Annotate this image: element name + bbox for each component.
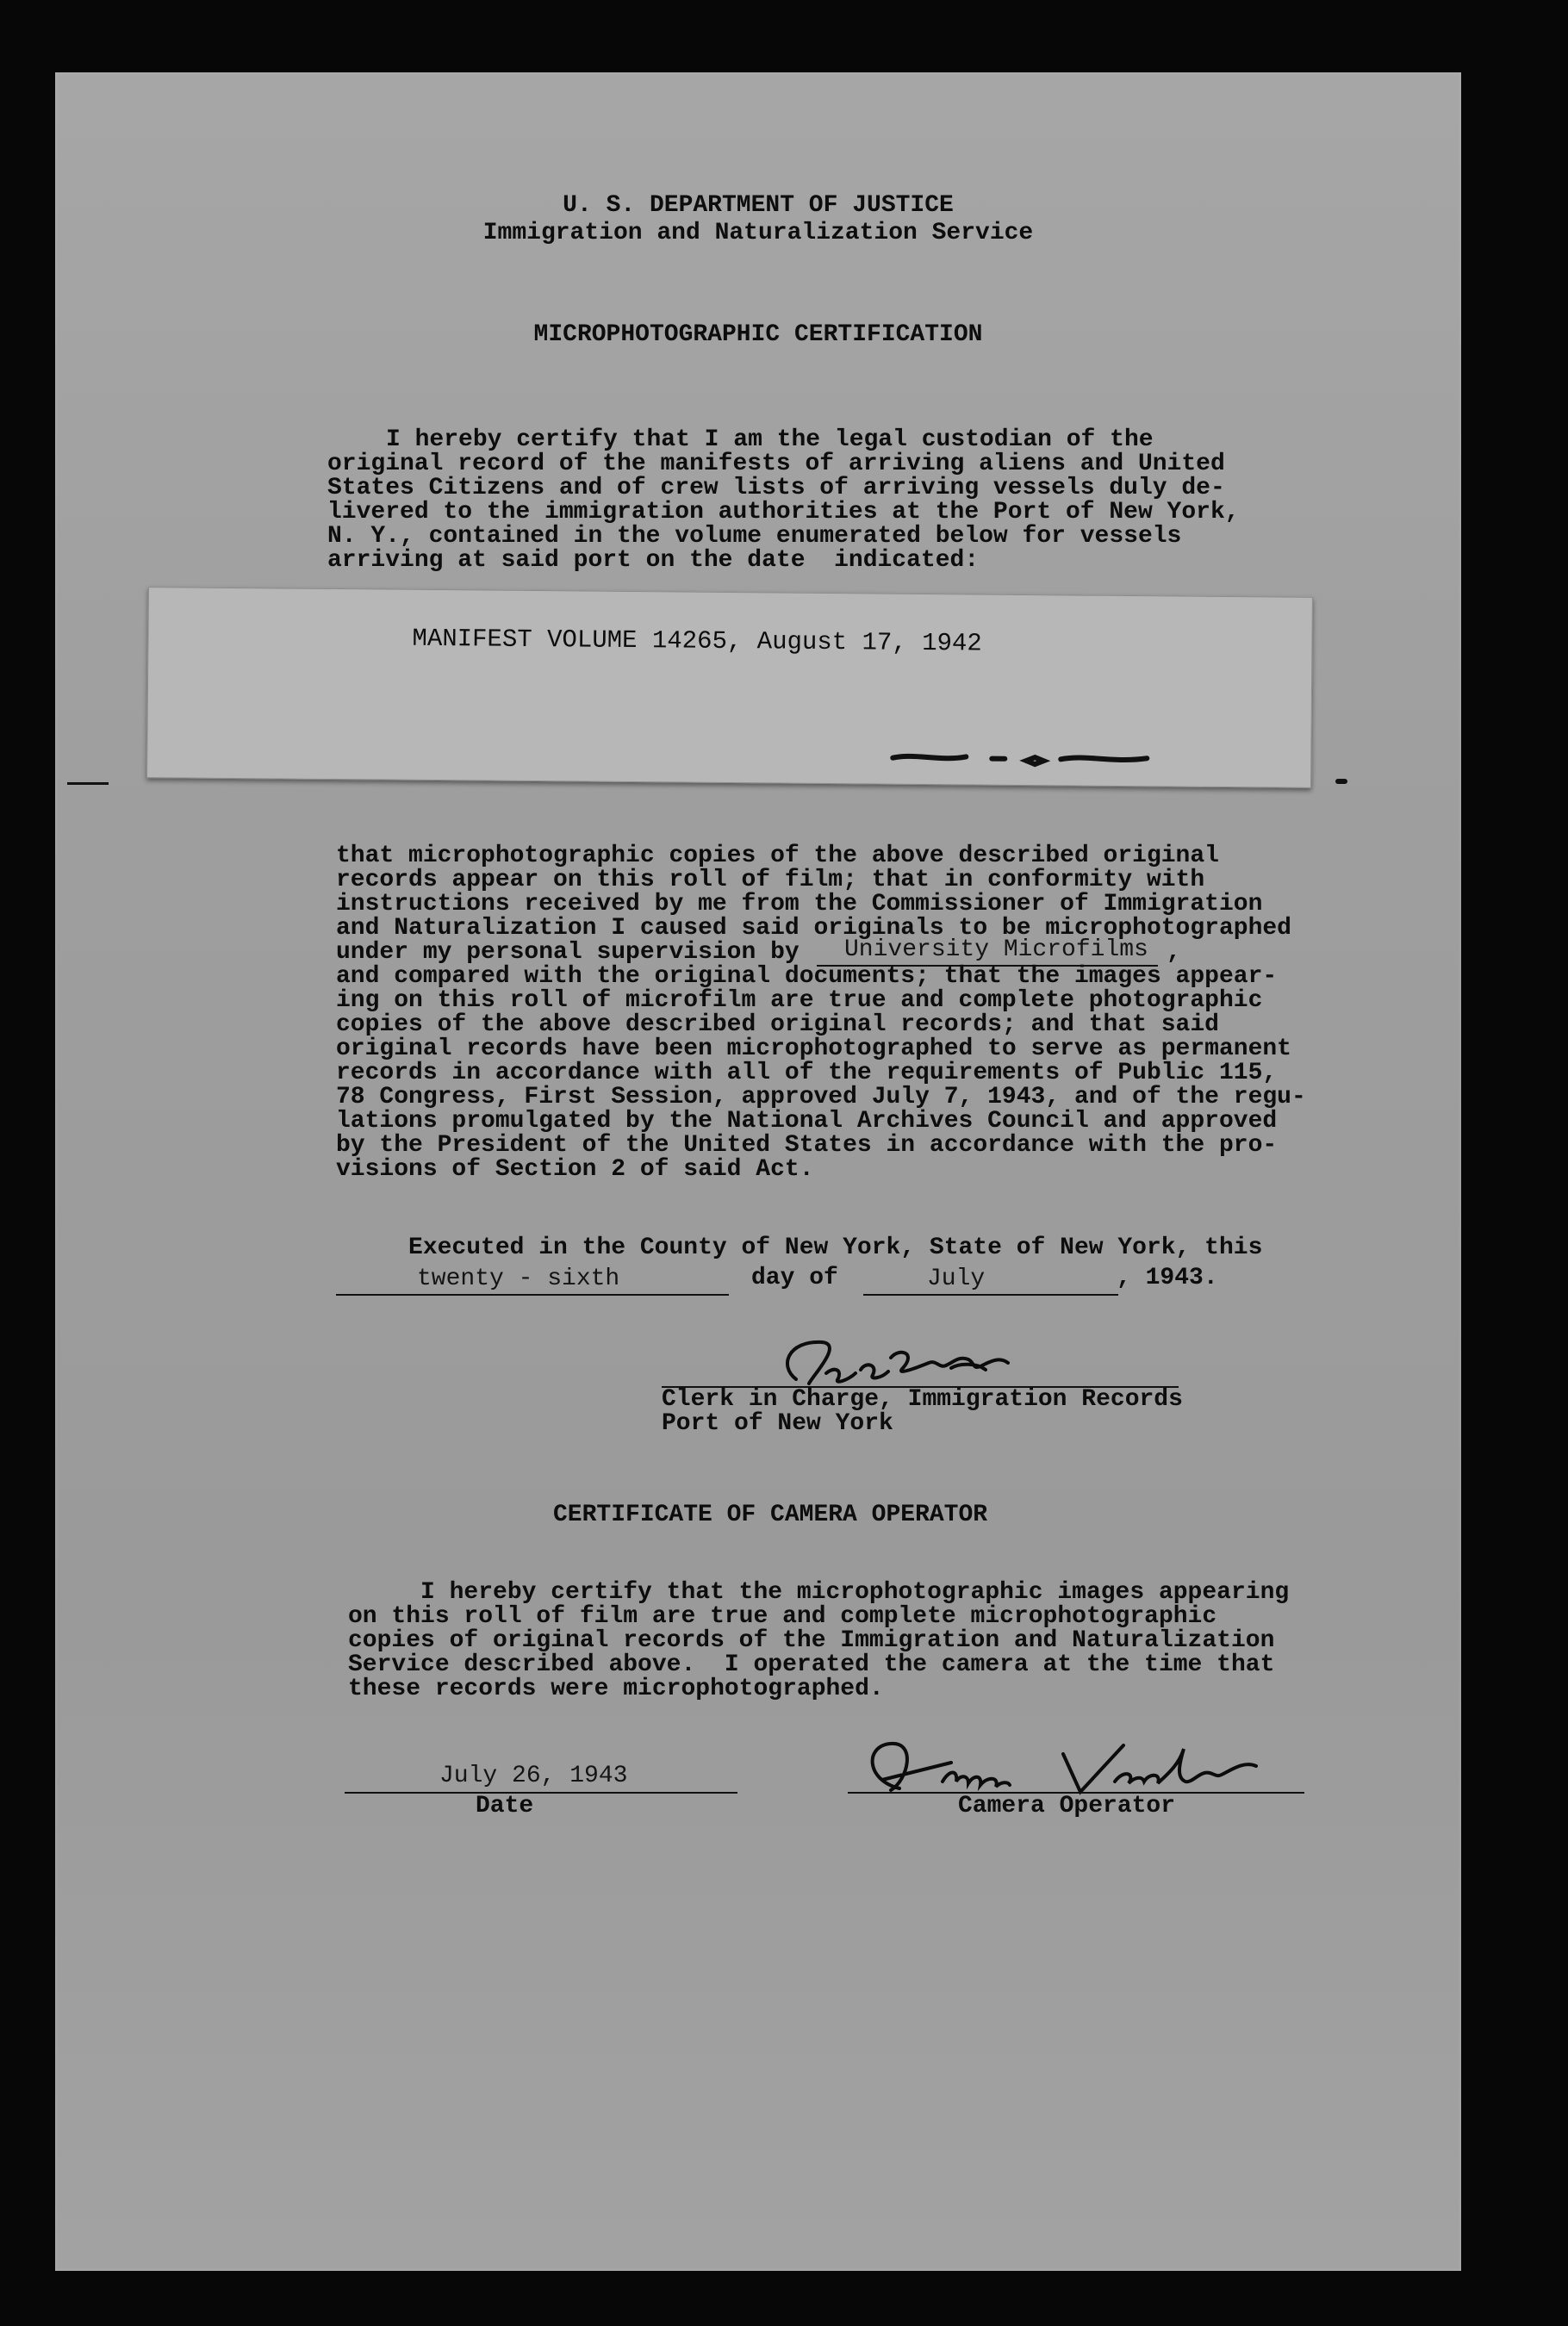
intro-line: I hereby certify that I am the legal custodian of the xyxy=(314,426,1154,453)
camera-line: these records were microphotographed. xyxy=(348,1676,884,1702)
manifest-volume-text: MANIFEST VOLUME 14265, August 17, 1942 xyxy=(412,624,982,658)
camera-line: I hereby certify that the microphotographic images appearing xyxy=(348,1579,1290,1606)
body-line: by the President of the United States in accordance with the pro- xyxy=(336,1132,1278,1159)
intro-line: arriving at said port on the date indicated: xyxy=(327,547,980,574)
execution-year: , 1943. xyxy=(1117,1265,1218,1291)
day-underline xyxy=(336,1294,729,1296)
intro-line: N. Y., contained in the volume enumerated below for vessels xyxy=(327,523,1182,550)
margin-mark xyxy=(1335,779,1347,784)
body-line: 78 Congress, First Session, approved July 7, 1943, and of the regu- xyxy=(336,1084,1306,1110)
day-of-label: day of xyxy=(751,1265,838,1291)
intro-line: original record of the manifests of arriving aliens and United xyxy=(327,451,1225,477)
camera-line: copies of original records of the Immigration and Naturalization xyxy=(348,1627,1275,1654)
page-title: MICROPHOTOGRAPHIC CERTIFICATION xyxy=(533,321,983,348)
date-label: Date xyxy=(476,1793,534,1819)
body-line: lations promulgated by the National Archives Council and approved xyxy=(336,1108,1278,1135)
camera-section-title: CERTIFICATE OF CAMERA OPERATOR xyxy=(553,1502,988,1528)
certificate-page xyxy=(55,72,1461,2271)
manifest-slip xyxy=(146,587,1313,788)
supervisor-name: University Microfilms xyxy=(844,936,1148,963)
body-line: visions of Section 2 of said Act. xyxy=(336,1156,814,1183)
body-line: ing on this roll of microfilm are true and complete photographic xyxy=(336,987,1263,1014)
camera-line: Service described above. I operated the camera at the time that xyxy=(348,1651,1275,1678)
body-line: and Naturalization I caused said originals to be microphotographed xyxy=(336,915,1291,942)
execution-day: twenty - sixth xyxy=(417,1266,620,1292)
agency-heading: U. S. DEPARTMENT OF JUSTICE xyxy=(563,192,954,219)
body-line: records appear on this roll of film; that in conformity with xyxy=(336,867,1205,893)
body-line: original records have been microphotographed to serve as permanent xyxy=(336,1036,1291,1062)
body-line: copies of the above described original records; and that said xyxy=(336,1011,1219,1038)
body-line: instructions received by me from the Commissioner of Immigration xyxy=(336,891,1263,917)
camera-date: July 26, 1943 xyxy=(439,1763,628,1789)
body-line: records in accordance with all of the requirements of Public 115, xyxy=(336,1060,1278,1086)
camera-operator-label: Camera Operator xyxy=(958,1793,1176,1819)
supervisor-comma: , xyxy=(1167,939,1181,966)
month-underline xyxy=(863,1294,1118,1296)
camera-line: on this roll of film are true and complete microphotographic xyxy=(348,1603,1217,1630)
smudge-mark xyxy=(888,748,1164,771)
margin-mark xyxy=(67,782,109,785)
clerk-port: Port of New York xyxy=(662,1410,893,1437)
body-line: and compared with the original documents; that the images appear- xyxy=(336,963,1278,990)
date-underline xyxy=(345,1792,737,1794)
service-heading: Immigration and Naturalization Service xyxy=(482,220,1034,246)
executed-line: Executed in the County of New York, State of New York, this xyxy=(336,1235,1263,1261)
intro-line: States Citizens and of crew lists of arriving vessels duly de- xyxy=(327,475,1225,501)
body-line: that microphotographic copies of the above described original xyxy=(336,843,1219,869)
body-line: under my personal supervision by xyxy=(336,939,800,966)
clerk-title: Clerk in Charge, Immigration Records xyxy=(662,1386,1183,1413)
intro-line: livered to the immigration authorities at the Port of New York, xyxy=(327,499,1240,526)
execution-month: July xyxy=(927,1266,986,1292)
